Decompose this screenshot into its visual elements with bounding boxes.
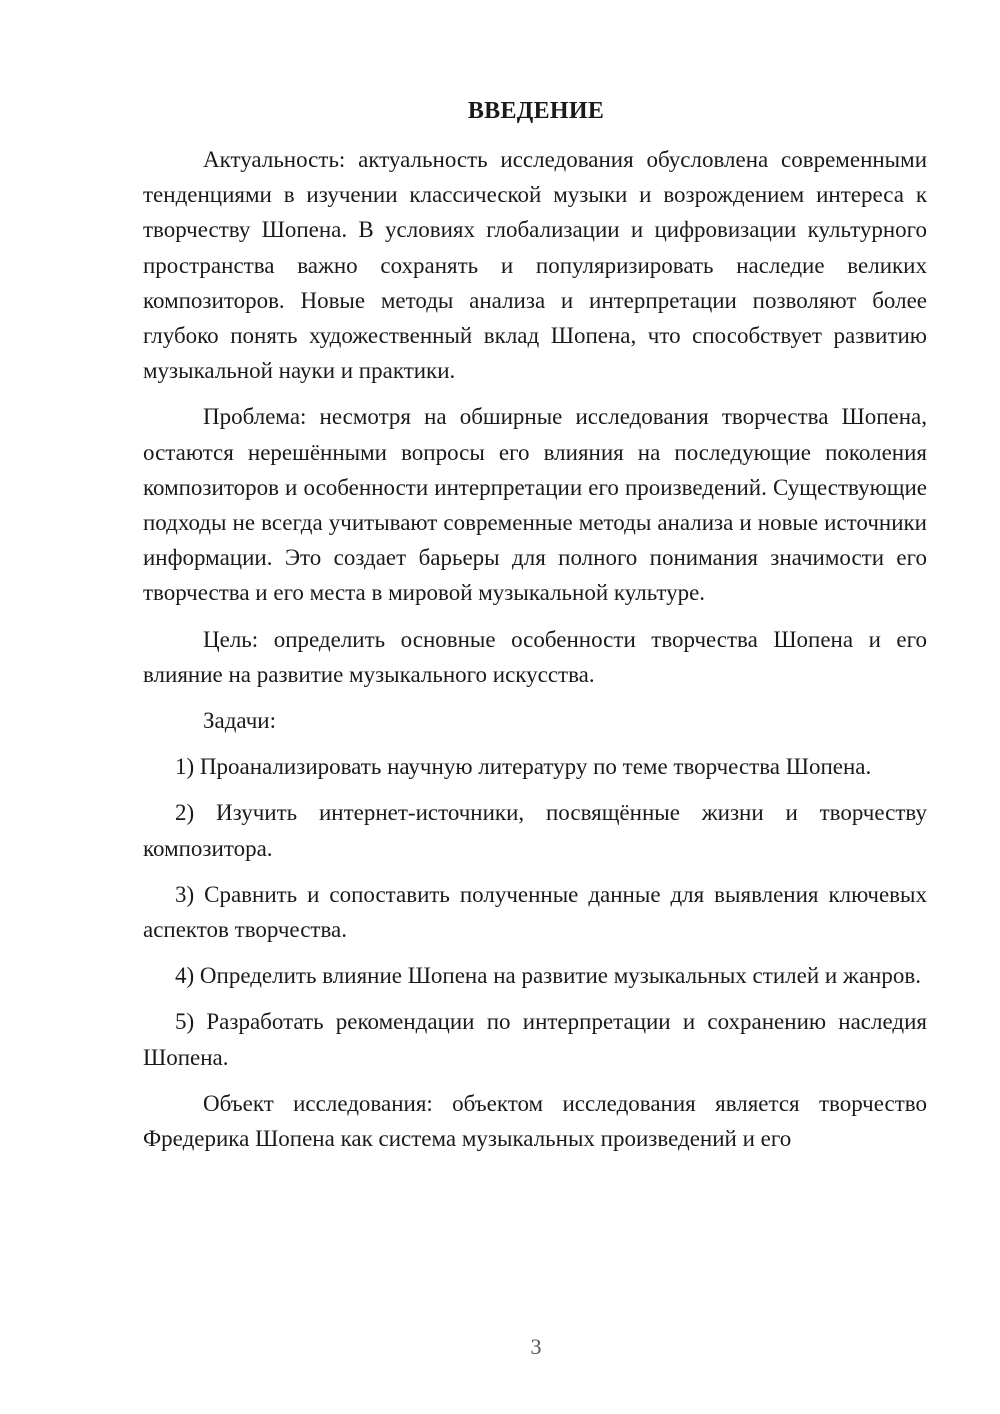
tasks-label: Задачи: <box>203 708 276 734</box>
paragraph-object: Объект исследования: объектом исследования является творчество Фредерика Шопена как система музыкальных произведений и его <box>143 1090 927 1152</box>
paragraph-problem: Проблема: несмотря на обширные исследования творчества Шопена, остаются нерешёнными вопросы его влияния на последующие поколения композиторов и особенности интерпретации его произведений. Существующие подходы не всегда учитывают современные методы анализа и новые источники информации. Это создает барьеры для полного понимания значимости его творчества и его места в мировой музыкальной культуре. <box>143 404 927 606</box>
paragraph-goal: Цель: определить основные особенности творчества Шопена и его влияние на развитие музыкального искусства. <box>143 626 927 687</box>
paragraph-relevance: Актуальность: актуальность исследования обусловлена современными тенденциями в изучении классической музыки и возрождением интереса к творчеству Шопена. В условиях глобализации и цифровизации культурного пространства важно сохранять и популяризировать наследие великих композиторов. Новые методы анализа и интерпретации позволяют более глубоко понять художественный вклад Шопена, что способствует развитию музыкальной науки и практики. <box>143 147 927 384</box>
task-item-1: 1) Проанализировать научную литературу по теме творчества Шопена. <box>175 754 872 780</box>
section-heading: ВВЕДЕНИЕ <box>467 98 605 124</box>
task-item-5: 5) Разработать рекомендации по интерпретации и сохранению наследия Шопена. <box>143 1009 927 1070</box>
task-item-3: 3) Сравнить и сопоставить полученные данные для выявления ключевых аспектов творчества. <box>143 881 927 943</box>
task-item-4: 4) Определить влияние Шопена на развитие музыкальных стилей и жанров. <box>175 963 921 989</box>
task-item-2: 2) Изучить интернет-источники, посвящённые жизни и творчеству композитора. <box>143 800 927 861</box>
document-body <box>143 142 927 1156</box>
page-number: 3 <box>530 1334 542 1359</box>
